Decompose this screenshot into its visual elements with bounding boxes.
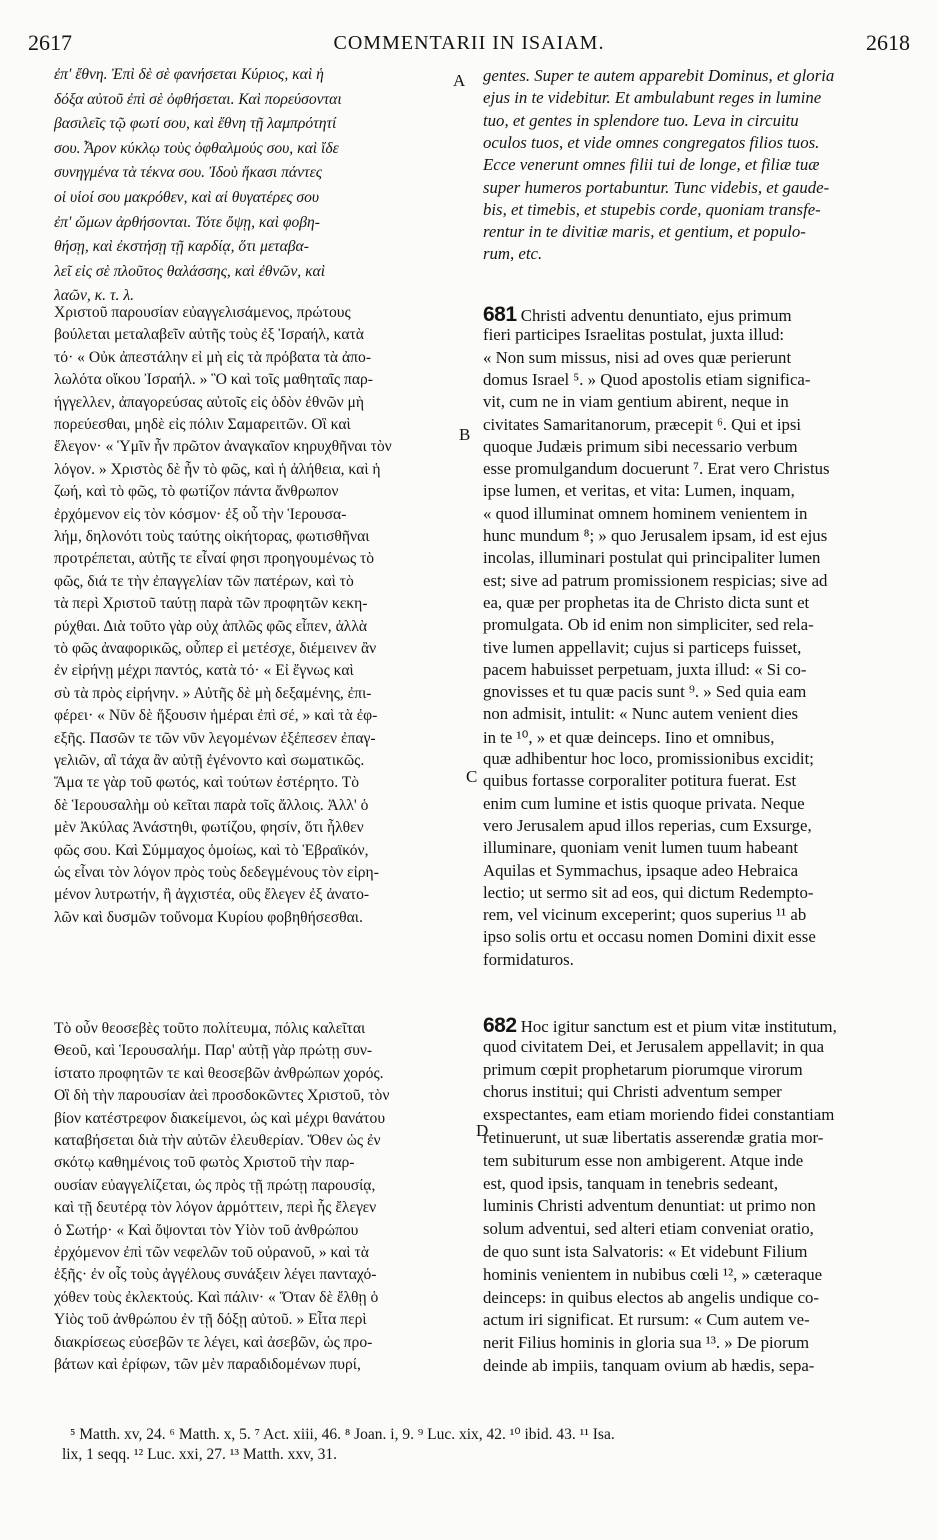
line-text: chorus institui; qui Christi adventum semper — [483, 1082, 782, 1102]
line-text: θήσῃ, καὶ ἐκστήσῃ τῇ καρδίᾳ, ὅτι μεταβα- — [54, 238, 309, 256]
line-text: φέρει· « Νῦν δὲ ἥξουσιν ἡμέραι ἐπὶ σέ, » καὶ τὰ ἐφ- — [54, 707, 378, 725]
text-line — [54, 1020, 365, 1038]
text-line — [483, 905, 806, 925]
text-line — [54, 1222, 358, 1240]
line-text: Τὸ οὖν θεοσεβὲς τοῦτο πολίτευμα, πόλις καλεῖται — [54, 1020, 366, 1037]
line-text: δὲ Ἱερουσαλὴμ οὐ κεῖται παρὰ τοῖς ἄλλοις. Ἀλλ' ὁ — [54, 796, 369, 814]
line-text: ουσίαν εὐαγγελίζεται, ὡς πρὸς τῇ πρώτῃ παρουσίᾳ, — [54, 1176, 376, 1194]
running-title: COMMENTARII IN ISAIAM. — [333, 32, 605, 54]
text-line — [483, 727, 774, 748]
line-text: rem, vel vicinum exceperint; quos superius ¹¹ ab — [483, 905, 807, 925]
text-line — [54, 528, 369, 546]
line-text: λόγον. » Χριστὸς δὲ ἦν τὸ φῶς, καὶ ἡ ἀλήθεια, καὶ ἡ — [54, 460, 381, 478]
text-line — [54, 416, 351, 434]
line-text: τό· « Οὐκ ἀπεστάλην εἰ μὴ εἰς τὰ πρόβατα τὰ ἀπο- — [54, 348, 372, 366]
line-text: ejus in te videbitur. Et ambulabunt reges in lumine — [483, 88, 822, 108]
line-text: vit, cum ne in viam gentium abirent, neque in — [483, 392, 789, 412]
line-text: promulgata. Ob id enim non simpliciter, sed rela- — [483, 615, 814, 635]
line-text: βούλεται μεταλαβεῖν αὐτῆς τοὺς ἐξ Ἰσραήλ, κατὰ — [54, 326, 364, 344]
text-line — [483, 749, 814, 769]
line-text: Ecce venerunt omnes filii tui de longe, et filiæ tuæ — [483, 155, 820, 175]
line-text: δόξα αὐτοῦ ἐπὶ σὲ ὀφθήσεται. Καὶ πορεύσονται — [54, 90, 342, 108]
text-line — [483, 370, 810, 390]
text-line — [483, 526, 827, 546]
line-text: quod civitatem Dei, et Jerusalem appellavit; in qua — [483, 1036, 825, 1056]
line-text: λήμ, δηλονότι τοὺς ταύτης οἰκήτορας, φωτισθῆναι — [54, 528, 370, 545]
text-line — [483, 638, 801, 658]
line-text: est, quod ipsis, tanquam in tenebris sedeant, — [483, 1173, 779, 1193]
text-line — [483, 950, 574, 970]
text-line — [54, 238, 309, 256]
line-text: civitates Samaritanorum, præcepit ⁶. Qui et ipsi — [483, 414, 802, 434]
text-line — [483, 437, 798, 457]
text-line — [54, 1065, 384, 1083]
line-text: formidaturos. — [483, 949, 574, 969]
line-text: χόθεν τοὺς ἐκλεκτούς. Καὶ πάλιν· « Ὅταν δὲ ἔλθῃ ὁ — [54, 1288, 379, 1306]
text-line — [483, 1014, 837, 1038]
line-text: ἑξῆς· ἐν οἷς τοὺς ἀγγέλους συνάξειν λέγει πανταχό- — [54, 1266, 377, 1284]
line-text: λεῖ εἰς σὲ πλοῦτος θαλάσσης, καὶ ἐθνῶν, καὶ — [54, 262, 326, 280]
text-line — [483, 883, 813, 903]
text-line — [483, 1174, 778, 1194]
text-line — [483, 861, 798, 881]
line-text: tive lumen appellavit; cujus si particeps fuisset, — [483, 637, 802, 657]
line-text: esse promulgandum docuerunt ⁷. Erat vero Christus — [483, 459, 830, 479]
page-number-right: 2618 — [866, 30, 910, 55]
line-text: φῶς, διά τε τὴν ἐπαγγελίαν τῶν πατέρων, καὶ τὸ — [54, 572, 354, 590]
line-text: λαῶν, κ. τ. λ. — [54, 287, 134, 305]
text-line — [54, 819, 364, 837]
line-text: ἐν εἰρήνῃ μέχρι παντός, κατὰ τό· « Εἰ ἔγνως καὶ — [54, 662, 354, 680]
text-line — [483, 1196, 816, 1216]
line-text: rum, etc. — [483, 244, 543, 264]
text-line — [483, 66, 834, 86]
line-text: ρύχθαι. Διὰ τοῦτο γὰρ οὐχ ἁπλῶς φῶς εἶπεν, ἀλλὰ — [54, 617, 368, 635]
text-line — [483, 1151, 803, 1171]
text-line — [54, 909, 363, 927]
text-line — [54, 1244, 369, 1262]
line-text: ἔλεγον· « Ὑμῖν ἦν πρῶτον ἀναγκαῖον κηρυχθῆναι τὸν — [54, 438, 392, 456]
line-text: ίστατο προφητῶν τε καὶ θεοσεβῶν ἀνθρώπων χορός. — [54, 1064, 384, 1082]
line-text: ea, quæ per prophetas ita de Christo dicta sunt et — [483, 592, 810, 612]
line-text: ipso solis ortu et occasu nomen Domini dixit esse — [483, 927, 816, 947]
text-line — [54, 483, 339, 501]
line-text: σκότῳ καθημένοις τοῦ φωτὸς Χριστοῦ τὴν παρ- — [54, 1154, 355, 1172]
margin-letter-d: D — [476, 1121, 489, 1140]
text-line — [54, 304, 351, 322]
text-line — [54, 1311, 367, 1329]
line-text: Ἅμα τε γὰρ τοῦ φωτός, καὶ τούτων ἐστέρητο. Τὸ — [54, 774, 360, 792]
line-text: ὁ Σωτήρ· « Καὶ ὄψονται τὸν Υἱὸν τοῦ ἀνθρώπου — [54, 1221, 359, 1239]
text-line — [483, 571, 827, 591]
line-text: quibus fortasse corporaliter potitura fuerat. Est — [483, 771, 797, 791]
section-number: 681 — [483, 303, 517, 326]
text-line — [54, 886, 369, 904]
line-text: ὡς εἶναι τὸν λόγον πρὸς τοὺς δεδεγμένους τὸν εἰρη- — [54, 864, 379, 881]
text-line — [54, 326, 364, 344]
text-line — [483, 660, 806, 680]
text-line — [54, 864, 379, 882]
line-text: quæ adhibentur hoc loco, promissionibus excidit; — [483, 749, 814, 768]
line-text: ἐπ' ἔθνη. Ἐπὶ δὲ σὲ φανήσεται Κύριος, καὶ ἡ — [54, 66, 324, 83]
line-text: ipse lumen, et veritas, et vita: Lumen, inquam, — [483, 481, 795, 501]
text-line — [483, 1265, 822, 1285]
text-line — [54, 573, 354, 591]
line-text: Χριστοῦ παρουσίαν εὐαγγελισάμενος, πρώτους — [54, 304, 351, 321]
line-text: incolas, illuminari postulat qui principaliter lumen — [483, 548, 821, 568]
line-text: pacem habuisset perpetuam, juxta illud: « Si co- — [483, 659, 807, 679]
text-line — [54, 1042, 372, 1060]
text-line — [54, 640, 376, 658]
line-text: τὰ περὶ Χριστοῦ ταύτῃ παρὰ τῶν προφητῶν κεκη- — [54, 595, 368, 613]
line-text: oculos tuos, et vide omnes congregatos filios tuos. — [483, 132, 820, 152]
section-number: 682 — [483, 1014, 517, 1037]
text-line — [54, 189, 319, 207]
line-text: Hoc igitur sanctum est et pium vitæ institutum, — [520, 1017, 837, 1036]
text-line — [483, 794, 805, 814]
text-line — [54, 66, 324, 84]
text-line — [483, 548, 820, 568]
text-line — [54, 662, 354, 680]
text-line — [483, 771, 796, 791]
text-line — [54, 1087, 389, 1105]
line-text: hunc mundum ⁸; » quo Jerusalem ipsam, id est ejus — [483, 526, 828, 545]
text-line — [54, 349, 371, 367]
margin-letter-a: A — [453, 71, 466, 90]
line-text: in te ¹⁰, » et quæ deinceps. Iino et omnibus, — [483, 727, 775, 747]
line-text: σου. Ἆρον κύκλῳ τοὺς ὀφθαλμούς σου, καὶ ἴδε — [54, 139, 339, 157]
text-line — [54, 214, 320, 232]
text-line — [54, 1177, 375, 1195]
line-text: domus Israel ⁵. » Quod apostolis etiam significa- — [483, 369, 811, 389]
text-line — [483, 838, 798, 858]
text-line — [54, 1334, 372, 1352]
line-text: μένον λυτρωτήν, ἢ ἀγχιστέα, οὓς ἔλεγεν ἐξ ἀνατο- — [54, 886, 370, 904]
line-text: ἐρχόμενον εἰς τὸν κόσμον· ἐξ οὗ τὴν Ἱερουσα- — [54, 505, 347, 523]
text-line — [54, 1199, 376, 1217]
line-text: rentur in te divitiæ maris, et gentium, et populo- — [483, 222, 806, 242]
text-line — [54, 506, 346, 524]
line-text: super humeros portabuntur. Tunc videbis, et gaude- — [483, 177, 830, 197]
text-line — [483, 348, 791, 368]
line-text: Υἱὸς τοῦ ἀνθρώπου ἐν τῇ δόξῃ αὐτοῦ. » Εἶτα περὶ — [54, 1311, 367, 1329]
text-line — [483, 200, 821, 220]
text-line — [54, 550, 374, 568]
line-text: de quo sunt ista Salvatoris: « Et videbunt Filium — [483, 1242, 808, 1261]
text-line — [54, 1110, 385, 1128]
text-line — [54, 287, 134, 305]
line-text: προτρέπεται, αὐτῆς τε εἶναί φησι προηγουμένως τὸ — [54, 550, 375, 568]
footnote-line-2: lix, 1 seqq. ¹² Luc. xxi, 27. ¹³ Matth. xxv, 31. — [62, 1446, 338, 1463]
text-line — [483, 704, 798, 724]
line-text: ήγγελλεν, ἀπαγορεύσας αὐτοῖς εἰς ὁδὸν ἐθνῶν μὴ — [54, 393, 365, 411]
line-text: Οἳ δὴ τὴν παρουσίαν ἀεὶ προσδοκῶντες Χριστοῦ, τὸν — [54, 1087, 390, 1105]
line-text: ἐρχόμενον ἐπὶ τῶν νεφελῶν τοῦ οὐρανοῦ, » καὶ τὰ — [54, 1244, 369, 1261]
line-text: tuo, et gentes in splendore tuo. Leva in circuitu — [483, 110, 799, 130]
text-line — [54, 164, 322, 182]
text-line — [483, 1356, 814, 1376]
line-text: ἐπ' ὤμων ἀρθήσονται. Τότε ὄψῃ, καὶ φοβη- — [54, 213, 320, 231]
text-line — [483, 1242, 807, 1262]
line-text: βάτων καὶ ἐρίφων, τῶν μὲν παραδιδομένων πυρί, — [54, 1356, 361, 1373]
text-line — [54, 730, 376, 748]
page-header — [28, 30, 910, 62]
line-text: illuminare, quoniam venit lumen tuum habeant — [483, 838, 799, 858]
line-text: gentes. Super te autem apparebit Dominus, et gloria — [483, 66, 835, 85]
text-line — [483, 155, 820, 175]
text-line — [54, 752, 364, 770]
text-line — [54, 438, 392, 456]
text-line — [54, 140, 339, 158]
text-line — [54, 1132, 381, 1150]
line-text: lectio; ut sermo sit ad eos, qui dictum Redempto- — [483, 882, 814, 902]
line-text: vero Jerusalem apud illos reperias, cum Exsurge, — [483, 815, 812, 835]
text-line — [483, 615, 814, 635]
text-line — [483, 459, 830, 479]
text-line — [483, 682, 806, 702]
text-line — [54, 842, 368, 860]
line-text: Θεοῦ, καὶ Ἱερουσαλήμ. Παρ' αὐτῇ γὰρ πρώτῃ συν- — [54, 1042, 373, 1060]
text-line — [54, 707, 377, 725]
text-line — [483, 1310, 810, 1330]
text-line — [483, 415, 801, 435]
line-text: φῶς σου. Καὶ Σύμμαχος ὁμοίως, καὶ τὸ Ἑβραϊκόν, — [54, 841, 369, 859]
line-text: solum adventui, sed alteri etiam conveniat oratio, — [483, 1219, 814, 1239]
line-text: bis, et timebis, et stupebis corde, quoniam transfe- — [483, 199, 821, 219]
text-line — [483, 1219, 814, 1239]
line-text: Aquilas et Symmachus, ipsaque adeo Hebraica — [483, 860, 799, 880]
line-text: non admisit, intulit: « Nunc autem venient dies — [483, 704, 799, 724]
text-line — [483, 133, 819, 153]
line-text: λῶν καὶ δυσμῶν τοὔνομα Κυρίου φοβηθήσεσθαι. — [54, 908, 363, 926]
text-line — [483, 111, 799, 131]
margin-letter-c: C — [466, 767, 478, 786]
text-line — [54, 115, 336, 133]
line-text: βίον κατέστρεφον διακείμενοι, ὡς καὶ μέχρι θανάτου — [54, 1109, 386, 1127]
text-line — [483, 392, 789, 412]
text-line — [483, 1333, 809, 1353]
text-line — [483, 1082, 782, 1102]
line-text: deinde ab impiis, tanquam ovium ab hædis, sepa- — [483, 1356, 815, 1375]
text-line — [54, 685, 371, 703]
margin-letter-b: B — [459, 425, 471, 444]
line-text: οἱ υἱοί σου μακρόθεν, καὶ αἱ θυγατέρες σου — [54, 189, 320, 206]
line-text: Christi adventu denuntiato, ejus primum — [520, 306, 792, 325]
line-text: deinceps: in quibus electos ab angelis undique co- — [483, 1287, 820, 1307]
line-text: actum iri significat. Et rursum: « Cum autem ve- — [483, 1310, 810, 1330]
text-line — [483, 1060, 803, 1080]
line-text: tem subiturum esse non ambigerent. Atque inde — [483, 1150, 804, 1170]
line-text: hominis venientem in nubibus cœli ¹², » cæteraque — [483, 1264, 823, 1284]
line-text: est; sive ad patrum promissionem respicias; sive ad — [483, 570, 828, 590]
text-line — [483, 303, 792, 327]
text-line — [483, 1128, 823, 1148]
line-text: εξῆς. Πασῶν τε τῶν νῦν λεγομένων ἐξέπεσεν ἐπαγ- — [54, 729, 376, 747]
text-line — [483, 593, 809, 613]
text-line — [483, 481, 795, 501]
line-text: gnovisses et tu quæ pacis sunt ⁹. » Sed quia eam — [483, 682, 807, 702]
text-line — [54, 91, 342, 109]
line-text: exspectantes, eam etiam moriendo fidei constantiam — [483, 1105, 835, 1125]
text-line — [54, 1356, 361, 1374]
line-text: συνηγμένα τὰ τέκνα σου. Ἰδοὺ ἥκασι πάντες — [54, 164, 323, 182]
text-line — [483, 178, 829, 198]
text-line — [54, 1154, 354, 1172]
text-line — [483, 1105, 834, 1125]
line-text: primum cœpit prophetarum piorumque virorum — [483, 1059, 803, 1079]
text-line — [54, 1266, 376, 1284]
line-text: nerit Filius hominis in gloria sua ¹³. » De piorum — [483, 1333, 810, 1353]
text-line — [483, 1288, 819, 1308]
line-text: « Non sum missus, nisi ad oves quæ perierunt — [483, 347, 792, 367]
text-line — [54, 797, 368, 815]
text-line — [483, 325, 784, 345]
line-text: πορεύεσθαι, μηδὲ εἰς πόλιν Σαμαρειτῶν. Οἳ καὶ — [54, 416, 351, 433]
text-line — [483, 244, 542, 264]
text-line — [483, 88, 821, 108]
line-text: καὶ τῇ δευτέρᾳ τὸν λόγον ἁρμόττειν, περὶ ἧς ἔλεγεν — [54, 1199, 377, 1217]
line-text: καταβήσεται διὰ τὴν αὐτῶν ἐλευθερίαν. Ὅθεν ὡς ἐν — [54, 1132, 381, 1149]
text-line — [54, 461, 381, 479]
text-line — [54, 774, 359, 792]
line-text: luminis Christi adventum denuntiat: ut primo non — [483, 1196, 816, 1216]
text-line — [54, 371, 373, 389]
line-text: μὲν Ἀκύλας Ἀνάστηθι, φωτίζου, φησίν, ὅτι ἦλθεν — [54, 819, 364, 837]
line-text: γελιῶν, αἳ τάχα ἂν αὐτῇ ἐγένοντο καὶ σωματικῶς. — [54, 752, 365, 769]
line-text: διακρίσεως εὐσεβῶν τε λέγει, καὶ ἀσεβῶν, ὡς προ- — [54, 1333, 373, 1351]
text-line — [483, 1037, 824, 1057]
text-line — [483, 816, 812, 836]
text-line — [54, 595, 368, 613]
line-text: ζωή, καὶ τὸ φῶς, τὸ φωτίζον πάντα ἄνθρωπον — [54, 483, 339, 501]
line-text: βασιλεῖς τῷ φωτί σου, καὶ ἔθνη τῇ λαμπρότητί — [54, 115, 337, 133]
text-line — [54, 263, 325, 281]
line-text: λωλότα οἴκου Ἰσραήλ. » Ὃ καὶ τοῖς μαθηταῖς παρ- — [54, 371, 373, 389]
footnote-line-1: ⁵ Matth. xv, 24. ⁶ Matth. x, 5. ⁷ Act. xiii, 46. ⁸ Joan. i, 9. ⁹ Luc. xix, 42. ¹⁰ ibid. 43. ¹¹ Isa. — [70, 1426, 615, 1443]
text-line — [483, 927, 816, 947]
line-text: σὺ τὰ πρὸς εἰρήνην. » Αὐτῆς δὲ μὴ δεξαμένης, ἐπι- — [54, 684, 372, 702]
text-line — [483, 504, 807, 524]
line-text: τὸ φῶς ἀναφορικῶς, οὗπερ εἰ μετέσχε, διέμεινεν ἂν — [54, 640, 377, 657]
text-line — [54, 394, 364, 412]
text-line — [54, 618, 367, 636]
line-text: retinuerunt, ut suæ libertatis asserendæ gratia mor- — [483, 1128, 824, 1147]
line-text: « quod illuminat omnem hominem venientem in — [483, 503, 808, 523]
page-number-left: 2617 — [28, 30, 72, 55]
line-text: enim cum lumine et istis quoque privata. Neque — [483, 793, 805, 813]
line-text: fieri participes Israelitas postulat, juxta illud: — [483, 325, 785, 345]
text-line — [54, 1289, 378, 1307]
text-line — [483, 222, 806, 242]
line-text: quoque Judæis primum sibi necessario verbum — [483, 436, 798, 456]
